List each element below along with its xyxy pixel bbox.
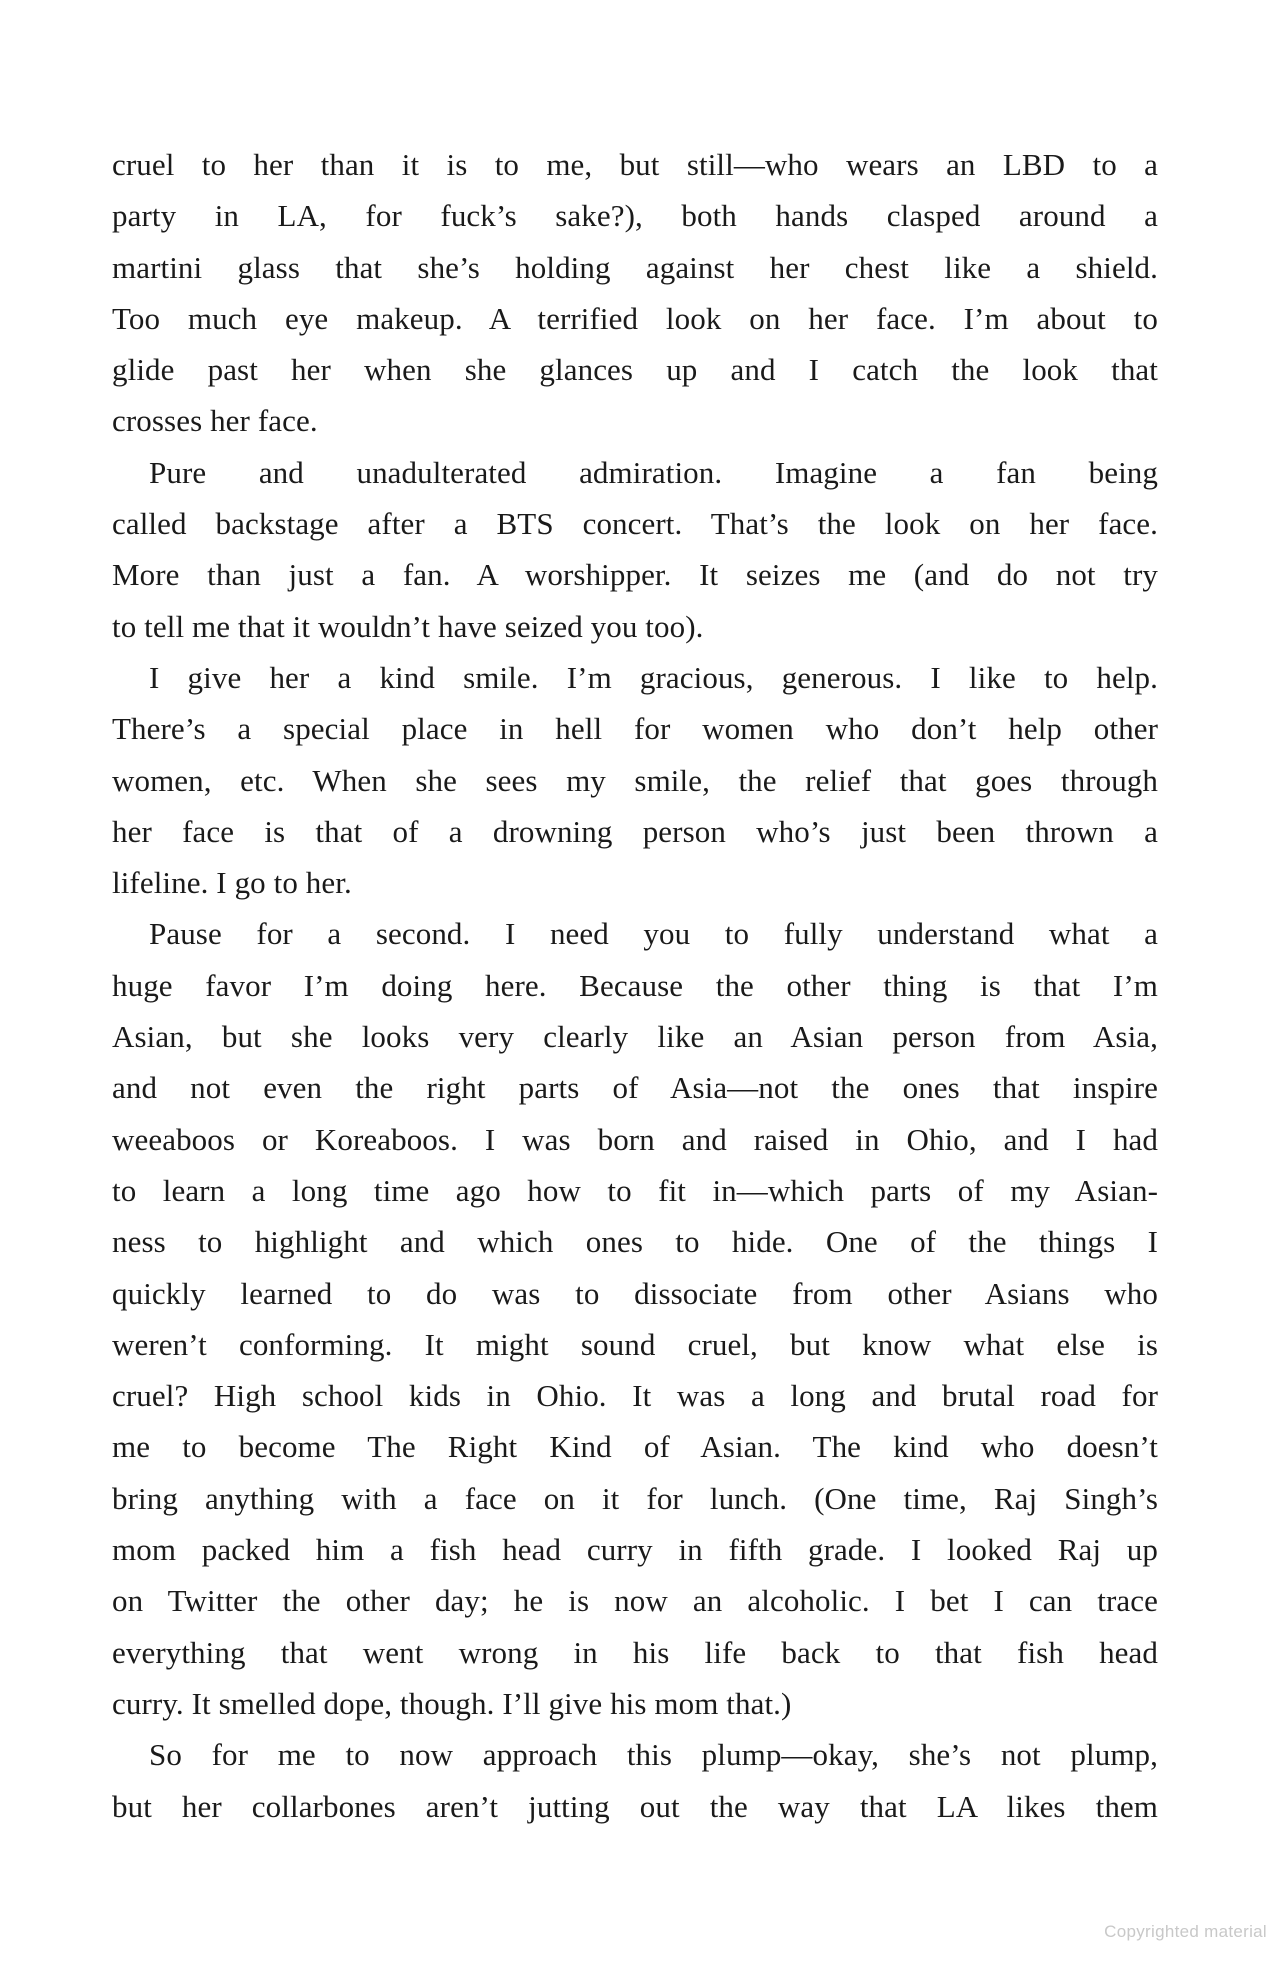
text-line: lifeline. I go to her.: [112, 865, 352, 901]
text-line: cruel to her than it is to me, but still—who wears an LBD to a: [112, 147, 1158, 182]
text-line: glide past her when she glances up and I catch the look that: [112, 352, 1158, 388]
text-line: weeaboos or Koreaboos. I was born and raised in Ohio, and I had: [112, 1121, 1158, 1157]
paragraph: [112, 1729, 1158, 1832]
text-line: There’s a special place in hell for women who don’t help other: [112, 711, 1158, 747]
text-line: to tell me that it wouldn’t have seized you too).: [112, 608, 704, 644]
text-line: Pause for a second. I need you to fully understand what a: [149, 916, 1158, 952]
page-text-block: [112, 139, 1158, 1832]
text-line: and not even the right parts of Asia—not the ones that inspire: [112, 1070, 1158, 1106]
paragraph: [112, 139, 1158, 447]
text-line: her face is that of a drowning person who’s just been thrown a: [112, 813, 1158, 849]
text-line: martini glass that she’s holding against her chest like a shield.: [112, 249, 1158, 285]
text-line: called backstage after a BTS concert. That’s the look on her face.: [112, 506, 1158, 542]
paragraph: [112, 447, 1158, 652]
text-line: cruel? High school kids in Ohio. It was a long and brutal road for: [112, 1378, 1158, 1414]
text-line: bring anything with a face on it for lunch. (One time, Raj Singh’s: [112, 1480, 1158, 1516]
text-line: mom packed him a fish head curry in fifth grade. I looked Raj up: [112, 1532, 1158, 1568]
text-line: party in LA, for fuck’s sake?), both hands clasped around a: [112, 198, 1158, 234]
copyright-watermark: Copyrighted material: [1104, 1922, 1267, 1941]
text-line: I give her a kind smile. I’m gracious, generous. I like to help.: [149, 659, 1158, 695]
text-line: Too much eye makeup. A terrified look on her face. I’m about to: [112, 300, 1158, 336]
text-line: Pure and unadulterated admiration. Imagine a fan being: [149, 454, 1158, 490]
text-line: weren’t conforming. It might sound cruel, but know what else is: [112, 1326, 1158, 1362]
text-line: everything that went wrong in his life back to that fish head: [112, 1634, 1158, 1670]
text-line: me to become The Right Kind of Asian. The kind who doesn’t: [112, 1429, 1158, 1465]
text-line: More than just a fan. A worshipper. It seizes me (and do not try: [112, 557, 1158, 593]
text-line: but her collarbones aren’t jutting out the way that LA likes them: [112, 1788, 1158, 1824]
text-line: on Twitter the other day; he is now an alcoholic. I bet I can trace: [112, 1583, 1158, 1619]
paragraph: [112, 908, 1158, 1729]
text-line: Asian, but she looks very clearly like an Asian person from Asia,: [112, 1019, 1158, 1055]
text-line: huge favor I’m doing here. Because the other thing is that I’m: [112, 967, 1158, 1003]
text-line: to learn a long time ago how to fit in—which parts of my Asian-: [112, 1172, 1158, 1208]
paragraph: [112, 652, 1158, 908]
text-line: crosses her face.: [112, 403, 318, 439]
text-line: ness to highlight and which ones to hide. One of the things I: [112, 1224, 1158, 1260]
text-line: curry. It smelled dope, though. I’ll give his mom that.): [112, 1685, 792, 1721]
text-line: quickly learned to do was to dissociate from other Asians who: [112, 1275, 1158, 1311]
text-line: So for me to now approach this plump—okay, she’s not plump,: [149, 1737, 1158, 1773]
text-line: women, etc. When she sees my smile, the relief that goes through: [112, 762, 1158, 798]
